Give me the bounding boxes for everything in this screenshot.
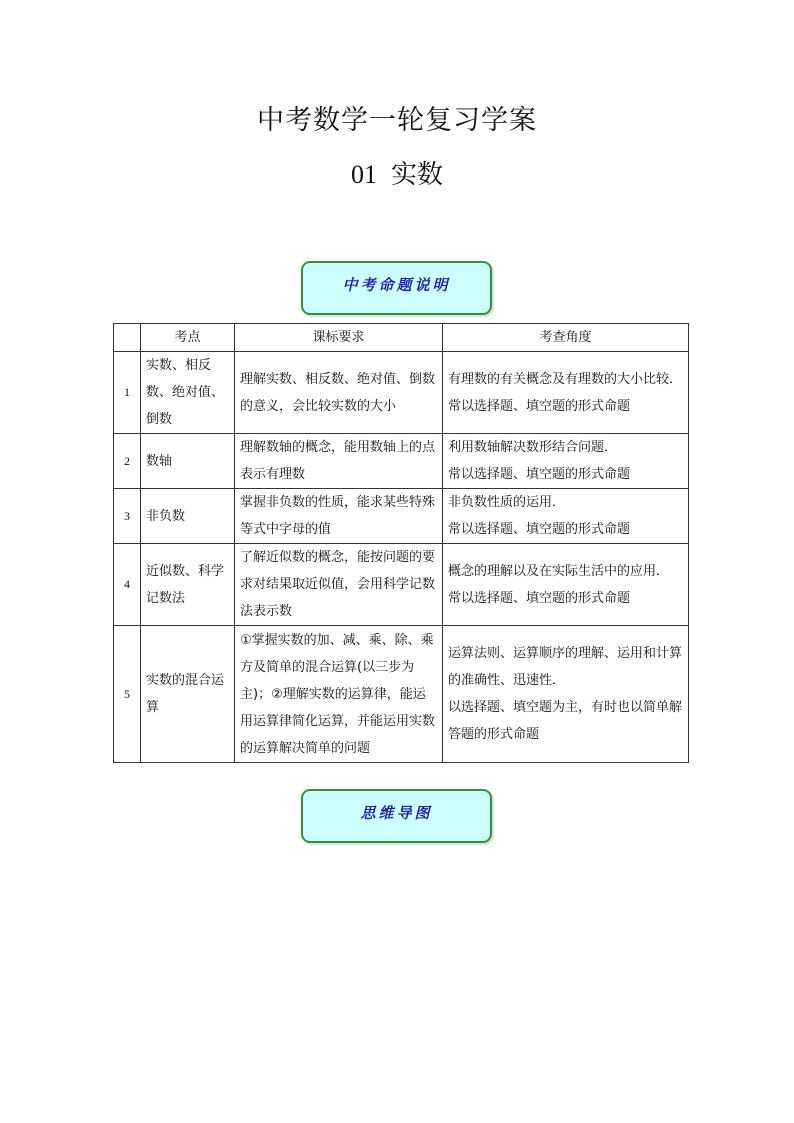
row-requirement: 了解近似数的概念，能按问题的要求对结果取近似值，会用科学记数法表示数 — [235, 544, 443, 626]
row-index: 1 — [114, 352, 141, 434]
aspect-line: 概念的理解以及在实际生活中的应用． — [448, 563, 670, 579]
lesson-number: 01 — [350, 160, 377, 189]
row-topic: 非负数 — [141, 489, 235, 544]
row-index: 3 — [114, 489, 141, 544]
aspect-line: 以选择题、填空题为主，有时也以简单解答题的形式命题 — [448, 700, 683, 742]
lesson-name: 实数 — [390, 160, 443, 190]
aspect-line: 常以选择题、填空题的形式命题 — [448, 467, 631, 482]
lesson-heading — [0, 154, 794, 191]
row-requirement: ①掌握实数的加、减、乘、除、乘方及简单的混合运算(以三步为主)；②理解实数的运算律，能运用运算律简化运算，并能运用实数的运算解决简单的问题 — [235, 626, 443, 763]
header-cell-aspect: 考查角度 — [443, 324, 689, 352]
aspect-line: 常以选择题、填空题的形式命题 — [448, 590, 631, 606]
table-row — [114, 352, 689, 434]
exam-notes-banner-label: 中考命题说明 — [342, 276, 451, 294]
aspect-line: 常以选择题、填空题的形式命题 — [448, 398, 631, 414]
row-topic: 实数、相反数、绝对值、倒数 — [141, 352, 235, 434]
row-index: 2 — [114, 434, 141, 489]
header-cell-topic: 考点 — [141, 324, 235, 352]
row-requirement: 理解实数、相反数、绝对值、倒数的意义，会比较实数的大小 — [235, 352, 443, 434]
header-cell-requirement: 课标要求 — [235, 324, 443, 352]
row-topic: 实数的混合运算 — [141, 626, 235, 763]
row-aspect — [443, 626, 689, 763]
row-topic: 近似数、科学记数法 — [141, 544, 235, 626]
exam-requirements-table — [113, 323, 689, 763]
row-aspect — [443, 352, 689, 434]
table-row — [114, 626, 689, 763]
aspect-line: 有理数的有关概念及有理数的大小比较． — [448, 371, 683, 387]
document-title: 中考数学一轮复习学案 — [257, 105, 537, 136]
header-cell-index — [114, 324, 141, 352]
table-header-row — [114, 324, 689, 352]
row-requirement: 理解数轴的概念，能用数轴上的点表示有理数 — [235, 434, 443, 489]
table-row — [114, 544, 689, 626]
table-row — [114, 489, 689, 544]
row-aspect — [443, 544, 689, 626]
row-topic: 数轴 — [141, 434, 235, 489]
mind-map-banner-label: 思维导图 — [360, 804, 433, 822]
aspect-line: 常以选择题、填空题的形式命题 — [448, 522, 631, 537]
row-index: 4 — [114, 544, 141, 626]
row-aspect — [443, 434, 689, 489]
row-requirement: 掌握非负数的性质，能求某些特殊等式中字母的值 — [235, 489, 443, 544]
aspect-line: 非负数性质的运用． — [448, 495, 566, 510]
row-aspect — [443, 489, 689, 544]
table-row — [114, 434, 689, 489]
exam-notes-banner — [301, 261, 492, 315]
aspect-line: 利用数轴解决数形结合问题． — [448, 440, 618, 455]
row-index: 5 — [114, 626, 141, 763]
aspect-line: 运算法则、运算顺序的理解、运用和计算的准确性、迅速性． — [448, 646, 683, 688]
mind-map-banner — [301, 789, 492, 843]
